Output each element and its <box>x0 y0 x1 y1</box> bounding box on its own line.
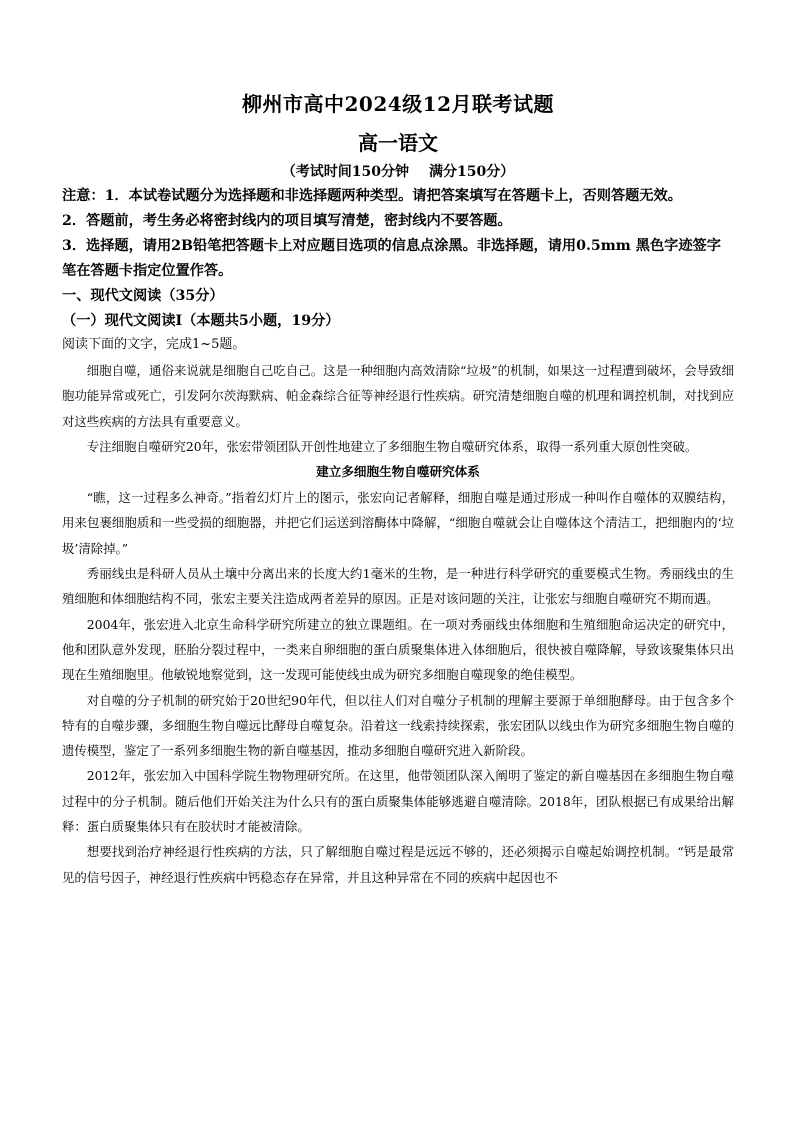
note-2: 2．答题前，考生务必将密封线内的项目填写清楚，密封线内不要答题。 <box>62 213 512 229</box>
article-paragraph: “瞧，这一过程多么神奇。”指着幻灯片上的图示，张宏向记者解释，细胞自噬是通过形成一种叫作自噬体的双膜结构，用来包裹细胞质和一些受损的细胞器，并把它们运送到溶酶体中降解，“细胞自噬就会让自噬体这个清洁工，把细胞内的‘垃圾’清除掉。” <box>62 490 734 556</box>
exam-title: 柳州市高中2024级12月联考试题 <box>242 92 554 116</box>
article-paragraph: 想要找到治疗神经退行性疾病的方法，只了解细胞自噬过程是远远不够的，还必须揭示自噬起始调控机制。“钙是最常见的信号因子，神经退行性疾病中钙稳态存在异常，并且这种异常在不同的疾病中起因也不 <box>62 844 734 885</box>
exam-time: （考试时间150分钟 <box>281 164 409 180</box>
note-3: 3．选择题，请用2B铅笔把答题卡上对应题目选项的信息点涂黑。非选择题，请用0.5mm 黑色字迹签字笔在答题卡指定位置作答。 <box>62 238 721 279</box>
exam-page <box>62 90 734 890</box>
subject-title: 高一语文 <box>358 131 438 155</box>
note-1: 注意：1．本试卷试题分为选择题和非选择题两种类型。请把答案填写在答题卡上，否则答题无效。 <box>62 188 682 204</box>
reading-instruction: 阅读下面的文字，完成1~5题。 <box>62 337 246 352</box>
intro-paragraph: 专注细胞自噬研究20年，张宏带领团队开创性地建立了多细胞生物自噬研究体系，取得一系列重大原创性突破。 <box>86 438 698 454</box>
intro-paragraph: 细胞自噬，通俗来说就是细胞自己吃自己。这是一种细胞内高效清除“垃圾”的机制，如果这一过程遭到破坏，会导致细胞功能异常或死亡，引发阿尔茨海默病、帕金森综合征等神经退行性疾病。研究清楚细胞自噬的机理和调控机制，对找到应对这些疾病的方法具有重要意义。 <box>62 363 734 429</box>
full-score: 满分150分） <box>429 164 515 180</box>
article-paragraph: 秀丽线虫是科研人员从土壤中分离出来的长度大约1毫米的生物，是一种进行科学研究的重要模式生物。秀丽线虫的生殖细胞和体细胞结构不同，张宏主要关注造成两者差异的原因。正是对该问题的关注，让张宏与细胞自噬研究不期而遇。 <box>62 566 734 607</box>
article-heading: 建立多细胞生物自噬研究体系 <box>316 464 480 480</box>
section-subheading: （一）现代文阅读Ⅰ（本题共5小题，19分） <box>62 313 340 329</box>
article-paragraph: 2004年，张宏进入北京生命科学研究所建立的独立课题组。在一项对秀丽线虫体细胞和生殖细胞命运决定的研究中，他和团队意外发现，胚胎分裂过程中，一类来自卵细胞的蛋白质聚集体进入体细胞后，很快被自噬降解，导致该聚集体只出现在生殖细胞里。他敏锐地察觉到，这一发现可能使线虫成为研究多细胞自噬现象的绝佳模型。 <box>62 616 734 683</box>
article-paragraph: 对自噬的分子机制的研究始于20世纪90年代，但以往人们对自噬分子机制的理解主要源于单细胞酵母。由于包含多个特有的自噬步骤，多细胞生物自噬远比酵母自噬复杂。沿着这一线索持续探索，张宏团队以线虫作为研究多细胞生物自噬的遗传模型，鉴定了一系列多细胞生物的新自噬基因，推动多细胞自噬研究进入新阶段。 <box>62 692 734 759</box>
article-paragraph: 2012年，张宏加入中国科学院生物物理研究所。在这里，他带领团队深入阐明了鉴定的新自噬基因在多细胞生物自噬过程中的分子机制。随后他们开始关注为什么只有的蛋白质聚集体能够逃避自噬清除。2018年，团队根据已有成果给出解释：蛋白质聚集体只有在胶状时才能被清除。 <box>62 768 734 835</box>
section-heading: 一、现代文阅读（35分） <box>62 288 224 304</box>
exam-info <box>62 162 734 182</box>
